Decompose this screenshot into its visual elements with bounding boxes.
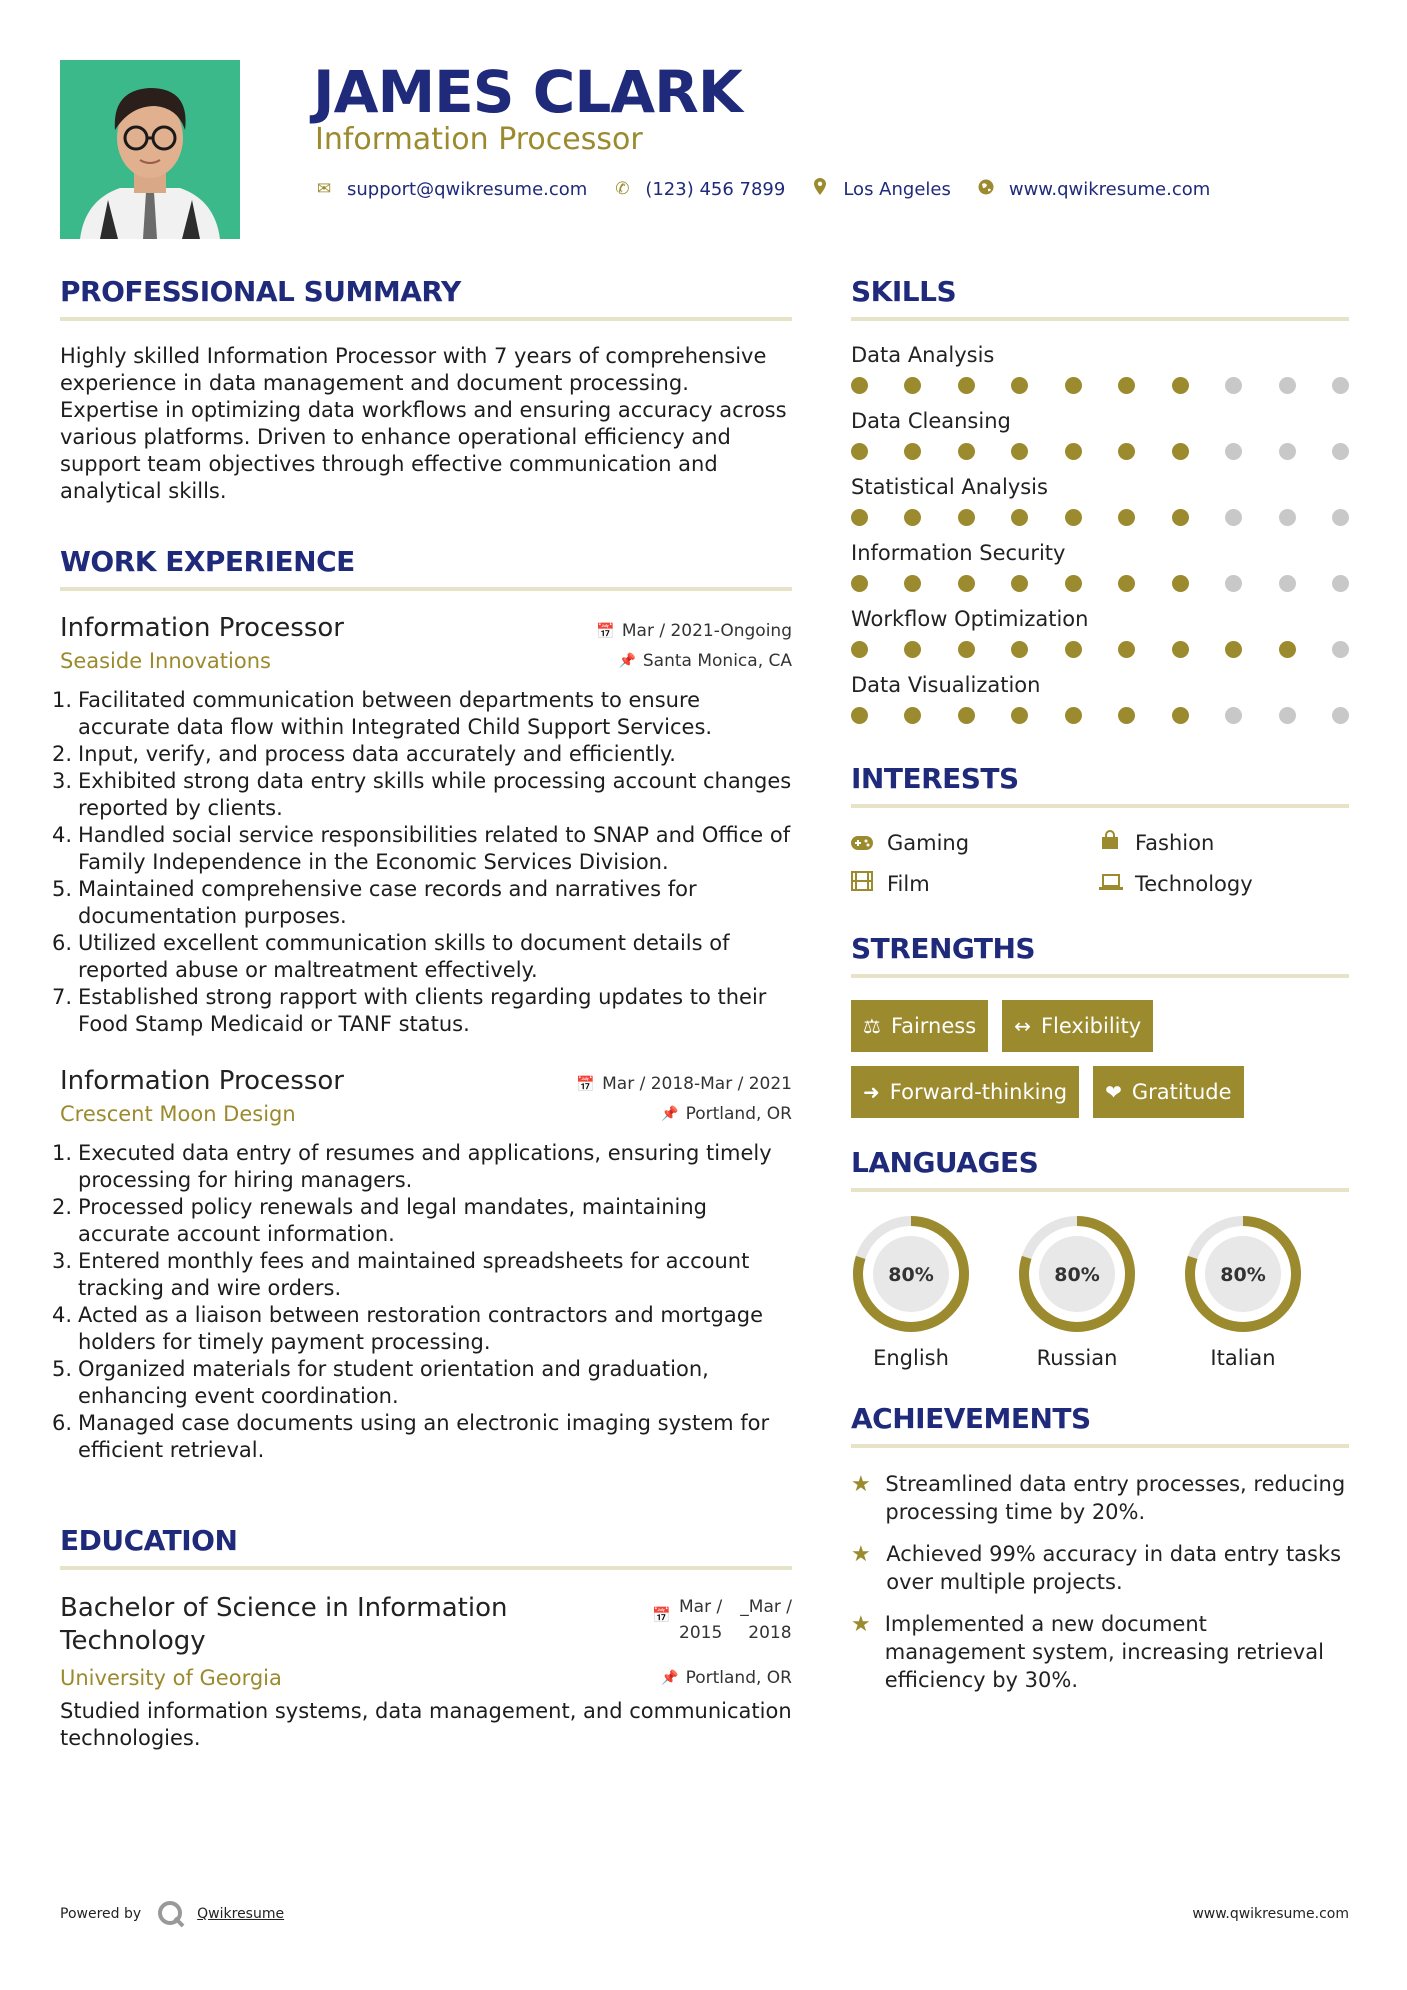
rating-dot-empty (1332, 707, 1349, 724)
job-location-text: Portland, OR (685, 1104, 792, 1124)
language-ring (1017, 1214, 1137, 1334)
right-column (851, 275, 1349, 1708)
map-marker-icon (811, 178, 829, 200)
rating-dot-empty (1279, 707, 1296, 724)
language-ring (1183, 1214, 1303, 1334)
pushpin-icon: 📌 (661, 1106, 679, 1122)
calendar-icon: 📅 (652, 1606, 672, 1624)
arrows-horizontal-icon: ↔ (1014, 1014, 1031, 1038)
interest-label: Fashion (1135, 830, 1215, 855)
list-item: Managed case documents using an electronic imaging system for efficient retrieval. (78, 1411, 770, 1462)
list-item: Organized materials for student orientation and graduation, enhancing event coordination. (78, 1357, 709, 1408)
rating-dot-filled (1011, 575, 1028, 592)
rating-dot-filled (851, 377, 868, 394)
rating-dot-filled (958, 443, 975, 460)
skill-rating (851, 707, 1349, 724)
strength-label: Forward-thinking (889, 1080, 1068, 1104)
footer-website[interactable]: www.qwikresume.com (1192, 1906, 1349, 1922)
contact-website[interactable] (977, 179, 1210, 200)
rating-dot-empty (1279, 377, 1296, 394)
edu-degree: Bachelor of Science in Information Technology (60, 1593, 508, 1656)
strength-tag (851, 1000, 988, 1052)
strength-label: Fairness (890, 1014, 977, 1038)
strength-label: Flexibility (1040, 1014, 1142, 1038)
candidate-title: Information Processor (315, 122, 643, 157)
rating-dot-filled (1065, 641, 1082, 658)
interest-item (851, 871, 1099, 896)
language-item (1183, 1214, 1303, 1370)
rating-dot-filled (958, 575, 975, 592)
skill-item (851, 541, 1349, 592)
job-company: Seaside Innovations (60, 649, 271, 673)
job-company: Crescent Moon Design (60, 1102, 296, 1126)
rating-dot-filled (1065, 509, 1082, 526)
strength-tag (1093, 1066, 1243, 1118)
skill-rating (851, 509, 1349, 526)
summary-text: Highly skilled Information Processor with 7 years of comprehensive experience in data management and document processing. Expertise in optimizing data workflows and ensuring accuracy across various platforms. Driven to enhance operational efficiency and support team objectives through effective communication and analytical skills. (60, 344, 787, 503)
job-date (596, 613, 792, 641)
rating-dot-filled (904, 707, 921, 724)
achievements-list (851, 1470, 1349, 1694)
edu-start (679, 1594, 722, 1646)
phone-icon: ✆ (615, 179, 630, 199)
edu-end-month: _Mar / (740, 1597, 792, 1617)
rating-dot-empty (1332, 575, 1349, 592)
skill-item (851, 343, 1349, 394)
edu-school: University of Georgia (60, 1666, 282, 1690)
website-text: www.qwikresume.com (1008, 178, 1211, 200)
edu-end-year: 2018 (748, 1623, 792, 1643)
skill-name: Data Analysis (851, 343, 995, 367)
profile-photo (60, 60, 240, 239)
edu-dates (652, 1592, 792, 1646)
skill-name: Information Security (851, 541, 1066, 565)
rating-dot-filled (1118, 707, 1135, 724)
envelope-icon: ✉ (316, 179, 332, 199)
portrait-image (60, 60, 240, 239)
star-icon: ★ (851, 1612, 871, 1637)
interests-list (851, 830, 1349, 896)
list-item: Established strong rapport with clients regarding updates to their Food Stamp Medicaid or TANF status. (78, 985, 767, 1036)
rating-dot-filled (1172, 509, 1189, 526)
rating-dot-filled (1172, 707, 1189, 724)
achievement-text: Implemented a new document management system, increasing retrieval efficiency by 30%. (884, 1612, 1324, 1692)
left-column (60, 275, 792, 1752)
job-title: Information Processor (60, 613, 344, 643)
pushpin-icon: 📌 (661, 1670, 679, 1686)
skills-heading: SKILLS (851, 275, 1349, 321)
rating-dot-filled (1172, 641, 1189, 658)
skill-name: Data Cleansing (851, 409, 1011, 433)
language-percent: 80% (1220, 1264, 1266, 1286)
pushpin-icon: 📌 (618, 653, 636, 669)
job-duties (60, 1140, 792, 1464)
skill-item (851, 409, 1349, 460)
rating-dot-filled (904, 509, 921, 526)
edu-start-month: Mar / (679, 1597, 723, 1617)
achievement-item (851, 1470, 1349, 1526)
brand-link[interactable]: Qwikresume (197, 1906, 285, 1922)
achievements-heading: ACHIEVEMENTS (851, 1402, 1349, 1448)
rating-dot-filled (958, 509, 975, 526)
rating-dot-filled (1118, 641, 1135, 658)
list-item: Entered monthly fees and maintained spreadsheets for account tracking and wire orders. (78, 1249, 750, 1300)
contact-bar (315, 178, 1236, 200)
rating-dot-filled (1065, 575, 1082, 592)
rating-dot-filled (958, 707, 975, 724)
list-item: Utilized excellent communication skills to document details of reported abuse or maltreatment effectively. (78, 931, 730, 982)
rating-dot-filled (1118, 575, 1135, 592)
contact-location (811, 178, 951, 200)
film-icon (851, 871, 873, 896)
rating-dot-filled (851, 443, 868, 460)
languages-heading: LANGUAGES (851, 1146, 1349, 1192)
list-item: Facilitated communication between departments to ensure accurate data flow within Integrated Child Support Services. (78, 688, 713, 739)
rating-dot-filled (904, 641, 921, 658)
calendar-icon: 📅 (596, 622, 615, 640)
job-entry (60, 613, 792, 1038)
skill-name: Workflow Optimization (851, 607, 1089, 631)
edu-end (740, 1594, 792, 1646)
rating-dot-filled (1065, 707, 1082, 724)
interest-item (851, 830, 1099, 855)
rating-dot-filled (851, 509, 868, 526)
strengths-list (851, 1000, 1349, 1118)
rating-dot-filled (1011, 707, 1028, 724)
list-item: Exhibited strong data entry skills while processing account changes reported by clients. (78, 769, 792, 820)
rating-dot-filled (1172, 575, 1189, 592)
achievement-text: Achieved 99% accuracy in data entry tasks over multiple projects. (886, 1542, 1342, 1594)
rating-dot-empty (1279, 443, 1296, 460)
language-item (851, 1214, 971, 1370)
rating-dot-filled (904, 575, 921, 592)
list-item: Executed data entry of resumes and applications, ensuring timely processing for hiring managers. (78, 1141, 772, 1192)
work-heading: WORK EXPERIENCE (60, 545, 792, 591)
job-location-text: Santa Monica, CA (642, 651, 792, 671)
interest-label: Technology (1135, 871, 1253, 896)
rating-dot-filled (851, 707, 868, 724)
achievement-item (851, 1610, 1349, 1694)
rating-dot-filled (851, 575, 868, 592)
phone-text: (123) 456 7899 (645, 178, 786, 200)
rating-dot-filled (904, 443, 921, 460)
job-duties (60, 687, 792, 1038)
language-name: Italian (1210, 1346, 1276, 1370)
rating-dot-filled (1011, 443, 1028, 460)
list-item: Input, verify, and process data accurately and efficiently. (78, 742, 676, 766)
job-title: Information Processor (60, 1066, 344, 1096)
skill-rating (851, 641, 1349, 658)
globe-icon (977, 179, 995, 200)
email-text: support@qwikresume.com (347, 178, 588, 200)
rating-dot-empty (1225, 509, 1242, 526)
contact-email[interactable] (315, 179, 587, 200)
rating-dot-filled (1011, 377, 1028, 394)
candidate-name: JAMES CLARK (313, 58, 742, 126)
language-name: Russian (1036, 1346, 1118, 1370)
edu-start-year: 2015 (679, 1623, 723, 1643)
job-date (576, 1066, 792, 1094)
balance-scale-icon: ⚖ (863, 1014, 881, 1038)
rating-dot-filled (1011, 641, 1028, 658)
language-ring (851, 1214, 971, 1334)
shopping-bag-icon (1099, 830, 1121, 855)
laptop-icon (1099, 872, 1121, 896)
powered-by-text: Powered by (60, 1906, 142, 1922)
skill-item (851, 607, 1349, 658)
rating-dot-empty (1225, 707, 1242, 724)
list-item: Maintained comprehensive case records and narratives for documentation purposes. (78, 877, 697, 928)
interests-heading: INTERESTS (851, 762, 1349, 808)
language-name: English (873, 1346, 949, 1370)
job-location (661, 1104, 792, 1124)
rating-dot-empty (1332, 443, 1349, 460)
skill-rating (851, 443, 1349, 460)
rating-dot-filled (1118, 509, 1135, 526)
rating-dot-filled (1065, 377, 1082, 394)
contact-phone[interactable] (613, 179, 785, 200)
rating-dot-filled (958, 641, 975, 658)
interest-label: Film (887, 871, 930, 896)
rating-dot-filled (1172, 443, 1189, 460)
skill-rating (851, 377, 1349, 394)
rating-dot-filled (1011, 509, 1028, 526)
language-percent: 80% (888, 1264, 934, 1286)
interest-label: Gaming (887, 830, 970, 855)
skill-rating (851, 575, 1349, 592)
arrow-right-icon: ➜ (863, 1080, 880, 1104)
job-location (618, 651, 792, 671)
strength-tag (851, 1066, 1079, 1118)
rating-dot-filled (1065, 443, 1082, 460)
skills-list (851, 343, 1349, 724)
strength-tag (1002, 1000, 1153, 1052)
languages-list (851, 1214, 1349, 1370)
rating-dot-empty (1279, 509, 1296, 526)
strengths-heading: STRENGTHS (851, 932, 1349, 978)
rating-dot-filled (1118, 377, 1135, 394)
rating-dot-empty (1332, 509, 1349, 526)
interest-item (1099, 830, 1349, 855)
rating-dot-empty (1225, 443, 1242, 460)
rating-dot-filled (958, 377, 975, 394)
interest-item (1099, 871, 1349, 896)
rating-dot-empty (1332, 641, 1349, 658)
rating-dot-empty (1332, 377, 1349, 394)
job-entry (60, 1066, 792, 1464)
rating-dot-empty (1225, 377, 1242, 394)
rating-dot-empty (1225, 575, 1242, 592)
calendar-icon: 📅 (576, 1075, 596, 1093)
list-item: Processed policy renewals and legal mandates, maintaining accurate account information. (78, 1195, 708, 1246)
edu-location (661, 1668, 792, 1688)
skill-name: Data Visualization (851, 673, 1041, 697)
edu-location-text: Portland, OR (685, 1668, 792, 1688)
rating-dot-filled (1172, 377, 1189, 394)
language-percent: 80% (1054, 1264, 1100, 1286)
list-item: Handled social service responsibilities related to SNAP and Office of Family Independence in the Economic Services Division. (78, 823, 791, 874)
strength-label: Gratitude (1131, 1080, 1232, 1104)
skill-name: Statistical Analysis (851, 475, 1048, 499)
achievement-item (851, 1540, 1349, 1596)
heart-icon: ❤ (1105, 1080, 1122, 1104)
rating-dot-filled (1279, 641, 1296, 658)
rating-dot-filled (851, 641, 868, 658)
job-date-text: Mar / 2018-Mar / 2021 (602, 1074, 792, 1094)
language-item (1017, 1214, 1137, 1370)
education-heading: EDUCATION (60, 1524, 792, 1570)
skill-item (851, 673, 1349, 724)
star-icon: ★ (851, 1542, 871, 1567)
qwikresume-logo-icon (157, 1900, 185, 1928)
achievement-text: Streamlined data entry processes, reducing processing time by 20%. (885, 1472, 1346, 1524)
star-icon: ★ (851, 1472, 871, 1497)
summary-heading: PROFESSIONAL SUMMARY (60, 275, 792, 321)
gamepad-icon (851, 831, 873, 855)
rating-dot-empty (1279, 575, 1296, 592)
list-item: Acted as a liaison between restoration contractors and mortgage holders for timely payment processing. (78, 1303, 764, 1354)
rating-dot-filled (1118, 443, 1135, 460)
job-date-text: Mar / 2021-Ongoing (621, 621, 792, 641)
location-text: Los Angeles (843, 178, 951, 200)
rating-dot-filled (904, 377, 921, 394)
skill-item (851, 475, 1349, 526)
rating-dot-filled (1225, 641, 1242, 658)
footer-powered-by (60, 1900, 284, 1928)
edu-description: Studied information systems, data management, and communication technologies. (60, 1699, 792, 1750)
